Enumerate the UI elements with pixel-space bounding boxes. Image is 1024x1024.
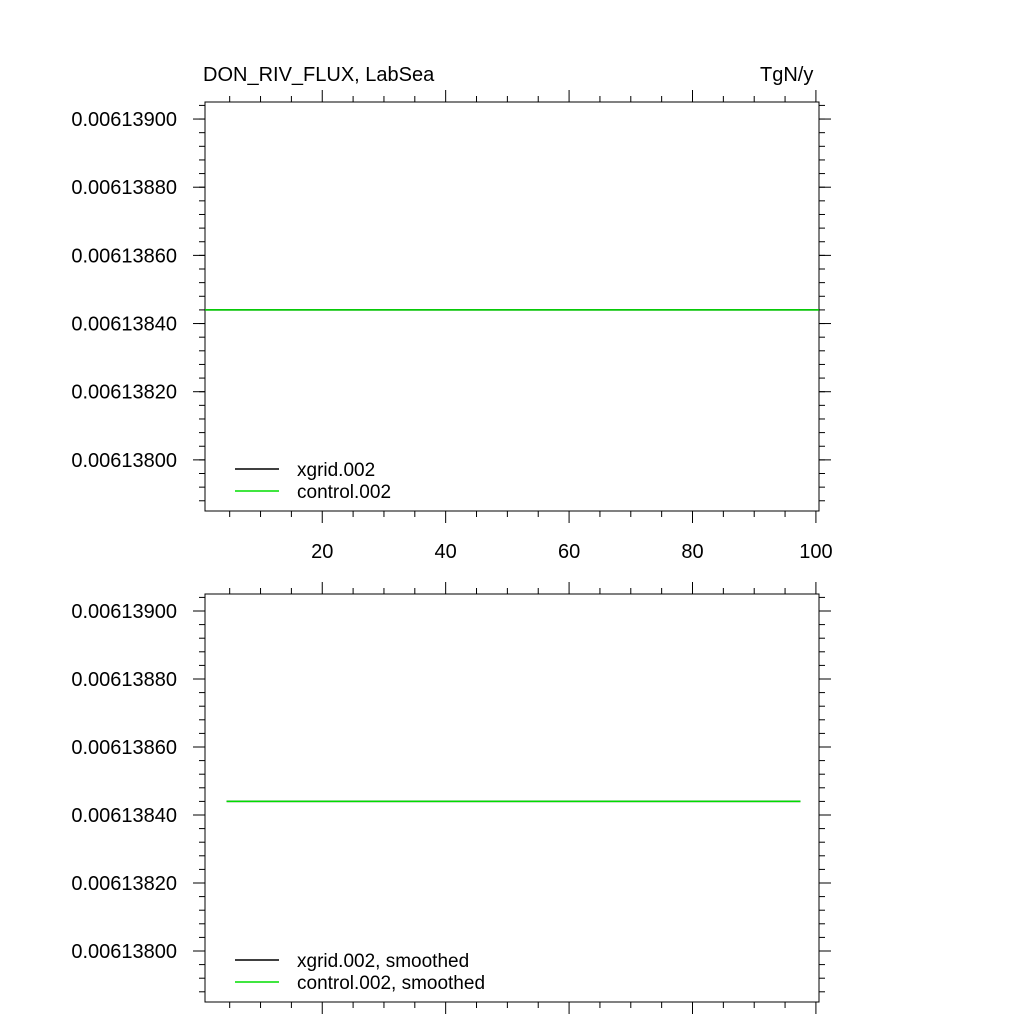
chart-panel-1 bbox=[71, 90, 832, 563]
y-tick-label: 0.00613900 bbox=[71, 109, 177, 132]
y-tick-label: 0.00613900 bbox=[71, 601, 177, 623]
y-tick-label: 0.00613880 bbox=[71, 669, 177, 691]
legend-label: control.002, smoothed bbox=[297, 973, 486, 994]
y-tick-label: 0.00613840 bbox=[71, 313, 177, 336]
x-tick-label: 20 bbox=[311, 541, 334, 563]
y-tick-label: 0.00613840 bbox=[71, 805, 177, 827]
legend-label: xgrid.002 bbox=[297, 460, 376, 481]
x-tick-label: 80 bbox=[681, 541, 704, 563]
y-tick-label: 0.00613820 bbox=[71, 873, 177, 895]
y-tick-label: 0.00613800 bbox=[71, 449, 177, 472]
plot-frame bbox=[205, 102, 819, 511]
chart-title: DON_RIV_FLUX, LabSea bbox=[203, 64, 435, 86]
x-tick-label: 60 bbox=[557, 541, 581, 563]
y-tick-label: 0.00613880 bbox=[71, 177, 177, 200]
x-tick-label: 100 bbox=[799, 541, 833, 563]
chart-panel-2 bbox=[71, 582, 831, 1014]
y-tick-label: 0.00613820 bbox=[71, 381, 177, 404]
legend-label: xgrid.002, smoothed bbox=[297, 951, 470, 972]
plot-frame bbox=[205, 594, 819, 1002]
y-tick-label: 0.00613800 bbox=[71, 941, 177, 963]
legend-label: control.002 bbox=[297, 482, 392, 503]
x-tick-label: 40 bbox=[434, 541, 457, 563]
y-tick-label: 0.00613860 bbox=[71, 737, 177, 759]
chart-units: TgN/y bbox=[760, 64, 814, 86]
y-tick-label: 0.00613860 bbox=[71, 245, 177, 268]
